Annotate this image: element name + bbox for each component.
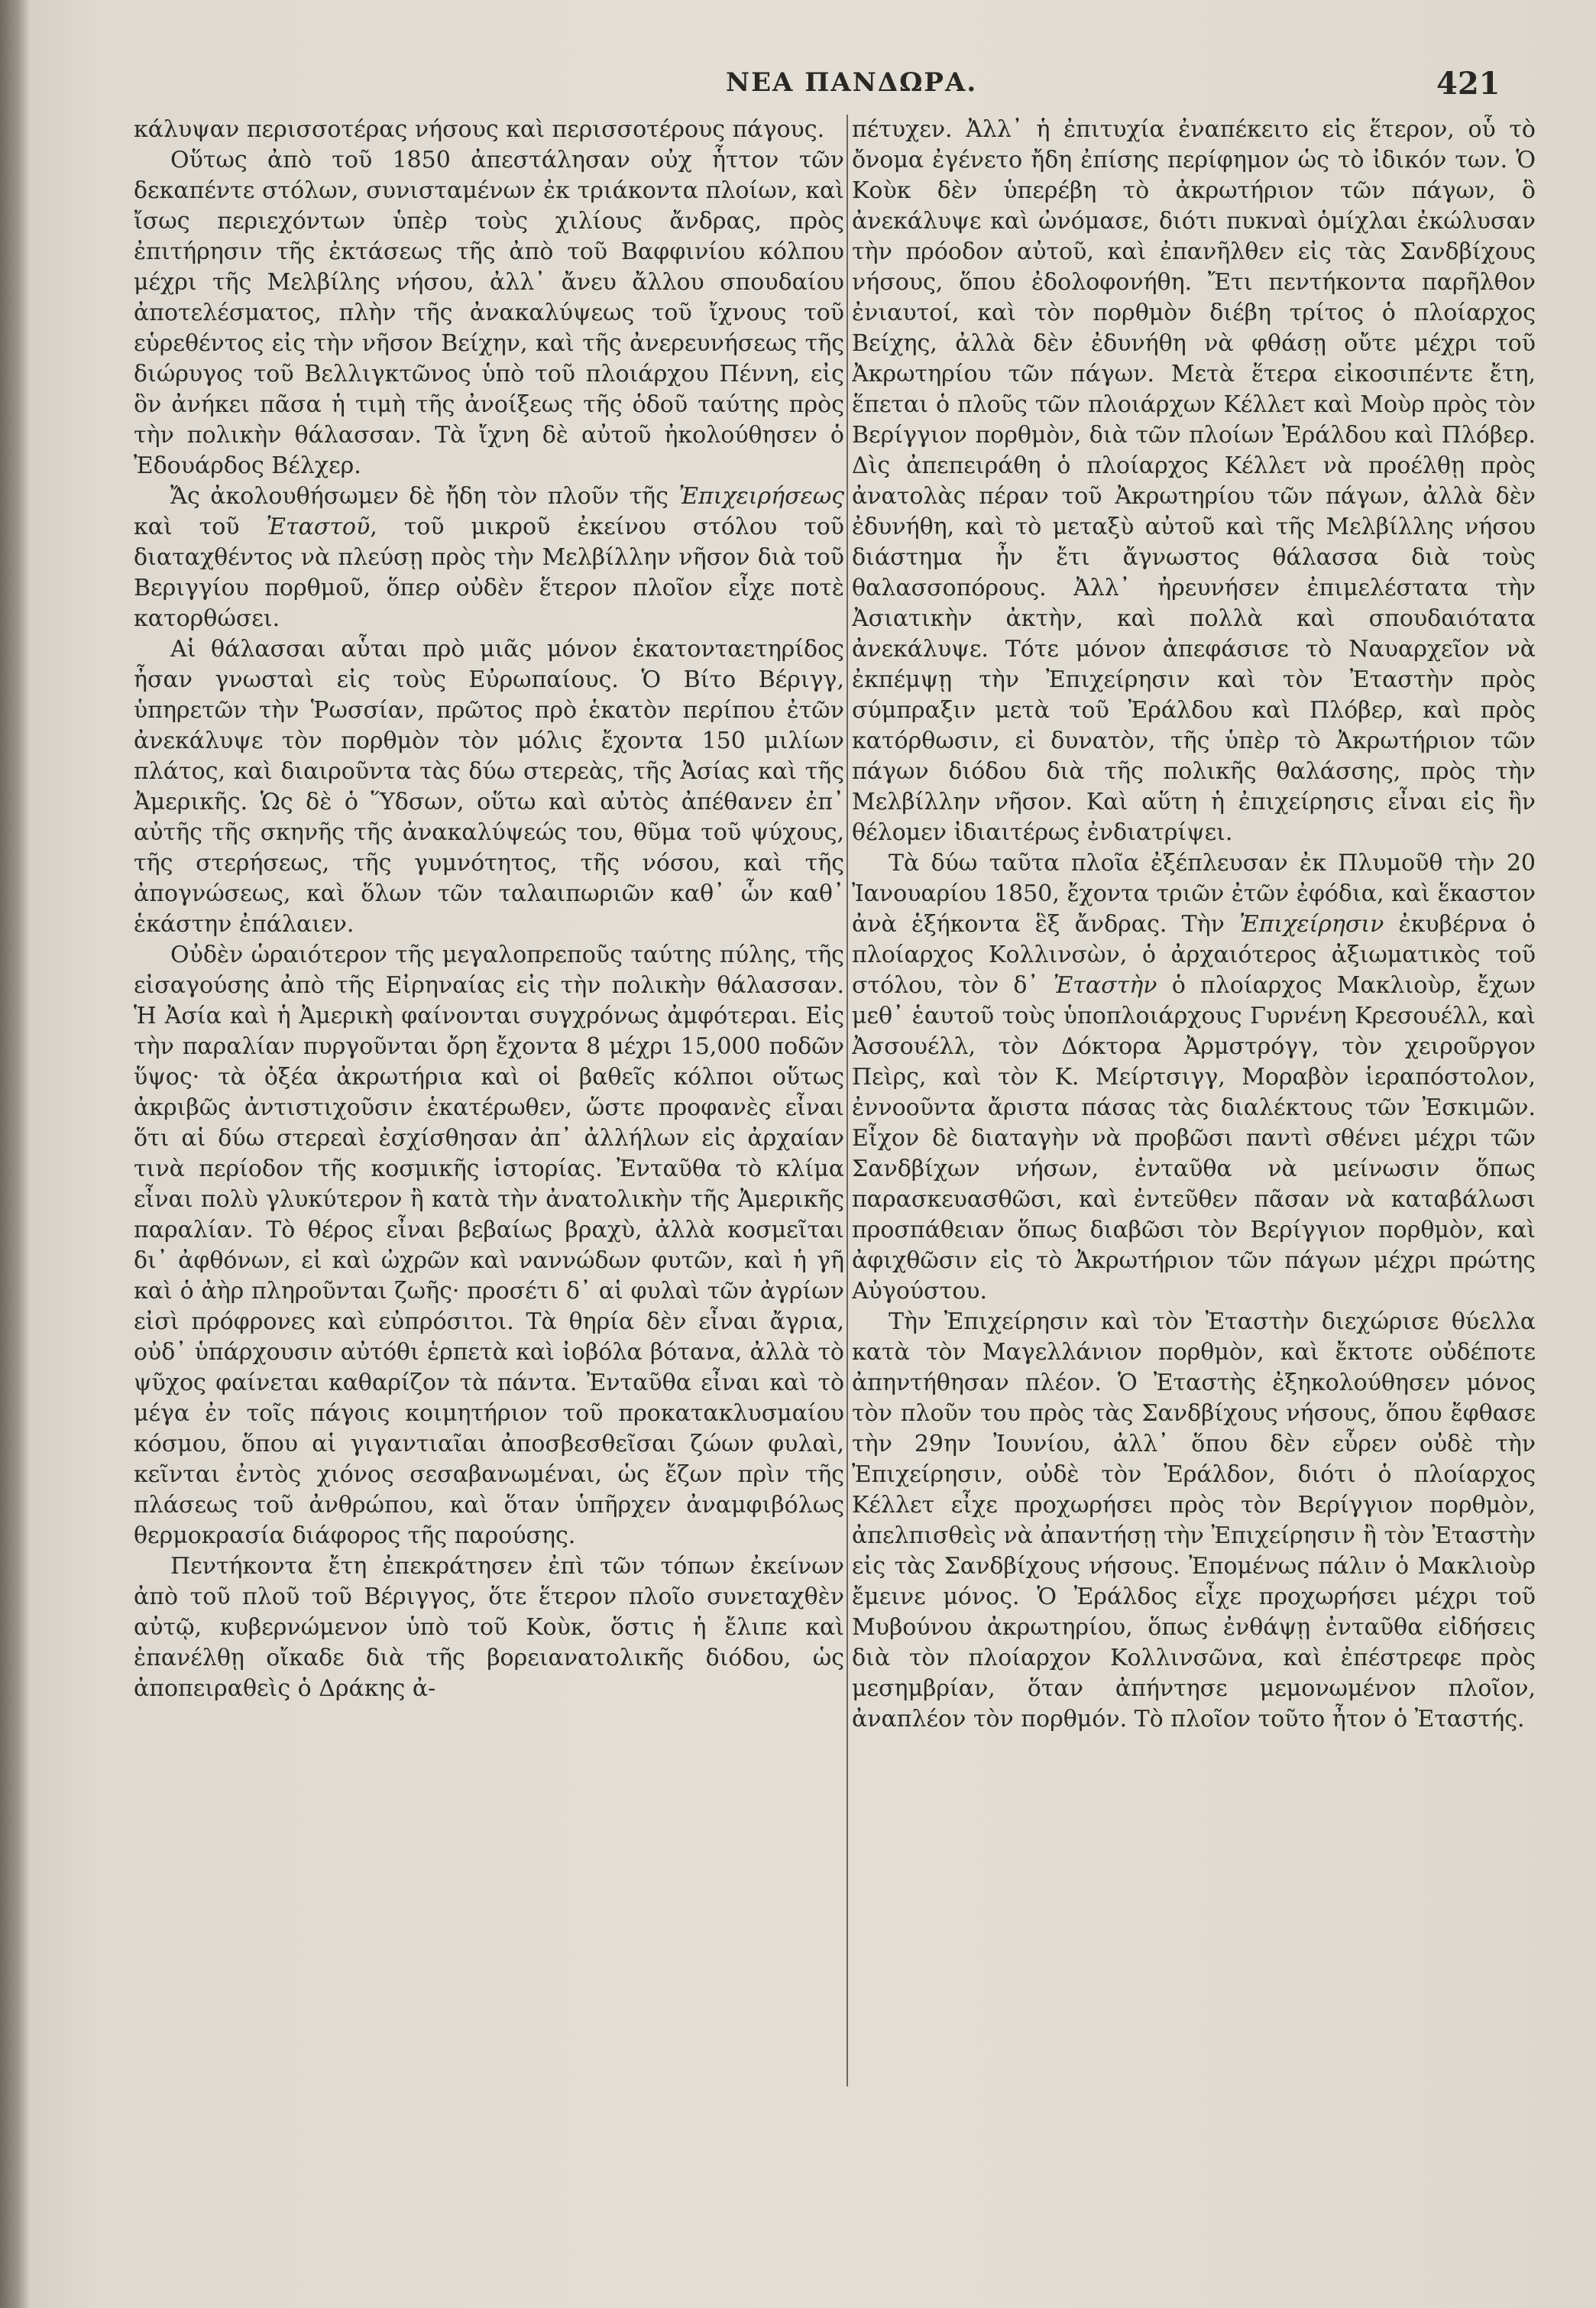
ship-name: Ἐταστοῦ [266,514,371,540]
page-number: 421 [1436,66,1500,102]
text-run: καὶ τοῦ [134,514,267,540]
paragraph: Πεντήκοντα ἔτη ἐπεκράτησεν ἐπὶ τῶν τόπων ἐκείνων ἀπὸ τοῦ πλοῦ τοῦ Βέριγγος, ὅτε ἕτερον πλοῖο συνεταχθὲν αὐτῷ, κυβερνώμενον ὑπὸ τοῦ Κοὺκ, ὅστις ἡ ἔλιπε καὶ ἐπανέλθῃ οἴκαδε διὰ τῆς βορειανατολικῆς διόδου, ὡς ἀποπειραθεὶς ὁ Δράκης ἀ- [134,1553,844,1702]
paragraph: Τὴν Ἐπιχείρησιν καὶ τὸν Ἐταστὴν διεχώρισε θύελλα κατὰ τὸν Μαγελλάνιον πορθμὸν, καὶ ἔκτοτε οὐδέποτε ἀπηντήθησαν πλέον. Ὁ Ἐταστὴς ἐξηκολούθησεν μόνος τὸν πλοῦν του πρὸς τὰς Σανδβίχους νήσους, ὅπου ἔφθασε τὴν 29ην Ἰουνίου, ἀλλ᾽ ὅπου δὲν εὗρεν οὐδὲ τὴν Ἐπιχείρησιν, οὐδὲ τὸν Ἐράλδον, διότι ὁ πλοίαρχος Κέλλετ εἶχε προχωρήσει πρὸς τὸν Βερίγγιον πορθμὸν, ἀπελπισθεὶς νὰ ἀπαντήσῃ τὴν Ἐπιχείρησιν ἢ τὸν Ἐταστὴν εἰς τὰς Σανδβίχους νήσους. Ἐπομένως πάλιν ὁ Μακλιοὺρ ἔμεινε μόνος. Ὁ Ἐράλδος εἶχε προχωρήσει μέχρι τοῦ Μυβούνου ἀκρωτηρίου, ὅπως ἐνθάψῃ ἐνταῦθα εἰδήσεις διὰ τὸν πλοίαρχον Κολλινσῶνα, καὶ ἐπέστρεφε πρὸς μεσημβρίαν, ὅταν ἀπήντησε μεμονωμένον πλοῖον, ἀναπλέον τὸν πορθμόν. Τὸ πλοῖον τοῦτο ἦτον ὁ Ἐταστής. [852,1308,1536,1733]
right-column [852,115,1536,2193]
paragraph [134,481,844,634]
running-head-title: ΝΕΑ ΠΑΝΔΩΡΑ. [726,67,978,98]
paragraph: πέτυχεν. Ἀλλ᾽ ἡ ἐπιτυχία ἐναπέκειτο εἰς ἕτερον, οὗ τὸ ὄνομα ἐγένετο ἤδη ἐπίσης περίφημον ὡς τὸ ἰδικόν των. Ὁ Κοὺκ δὲν ὑπερέβη τὸ ἀκρωτήριον τῶν πάγων, ὃ ἀνεκάλυψε καὶ ὠνόμασε, διότι πυκναὶ ὁμίχλαι ἐκώλυσαν τὴν πρόοδον αὐτοῦ, καὶ ἐπανῆλθεν εἰς τὰς Σανδβίχους νήσους, ὅπου ἐδολοφονήθη. Ἔτι πεντήκοντα παρῆλθον ἐνιαυτοί, καὶ τὸν πορθμὸν διέβη τρίτος ὁ πλοίαρχος Βείχης, ἀλλὰ δὲν ἐδυνήθη νὰ φθάσῃ οὔτε μέχρι τοῦ Ἀκρωτηρίου τῶν πάγων. Μετὰ ἕτερα εἰκοσιπέντε ἔτη, ἕπεται ὁ πλοῦς τῶν πλοιάρχων Κέλλετ καὶ Μοὺρ πρὸς τὸν Βερίγγιον πορθμὸν, διὰ τῶν πλοίων Ἐράλδου καὶ Πλόβερ. Δὶς ἀπεπειράθη ὁ πλοίαρχος Κέλλετ νὰ προέλθῃ πρὸς ἀνατολὰς πέραν τοῦ Ἀκρωτηρίου τῶν πάγων, ἀλλὰ δὲν ἐδυνήθη, καὶ τὸ μεταξὺ αὐτοῦ καὶ τῆς Μελβίλλης νήσου διάστημα ἦν ἔτι ἄγνωστος θάλασσα διὰ τοὺς θαλασσοπόρους. Ἀλλ᾽ ἠρευνήσεν ἐπιμελέστατα τὴν Ἀσιατικὴν ἀκτὴν, καὶ πολλὰ καὶ σπουδαιότατα ἀνεκάλυψε. Τότε μόνον ἀπεφάσισε τὸ Ναυαρχεῖον νὰ ἐκπέμψῃ τὴν Ἐπιχείρησιν καὶ τὸν Ἐταστὴν πρὸς σύμπραξιν μετὰ τοῦ Ἐράλδου καὶ Πλόβερ, καὶ πρὸς κατόρθωσιν, εἰ δυνατὸν, τῆς ὑπὲρ τὸ Ἀκρωτήριον τῶν πάγων διόδου διὰ τῆς πολικῆς θαλάσσης, πρὸς τὴν Μελβίλλην νῆσον. Καὶ αὕτη ἡ ἐπιχείρησις εἶναι εἰς ἣν θέλομεν ἰδιαιτέρως ἐνδιατρίψει. [852,116,1536,846]
paragraph [852,848,1536,1307]
paragraph: Οὐδὲν ὡραιότερον τῆς μεγαλοπρεποῦς ταύτης πύλης, τῆς εἰσαγούσης ἀπὸ τῆς Εἰρηναίας εἰς τὴν πολικὴν θάλασσαν. Ἡ Ἀσία καὶ ἡ Ἀμερικὴ φαίνονται συγχρόνως ἀμφότεραι. Εἰς τὴν παραλίαν πυργοῦνται ὄρη ἔχοντα 8 μέχρι 15,000 ποδῶν ὕψος· τὰ ὀξέα ἀκρωτήρια καὶ οἱ βαθεῖς κόλποι οὕτως ἀκριβῶς ἀντιστιχοῦσιν ἑκατέρωθεν, ὥστε προφανὲς εἶναι ὅτι αἱ δύω στερεαὶ ἐσχίσθησαν ἀπ᾽ ἀλλήλων εἰς ἀρχαίαν τινὰ περίοδον τῆς κοσμικῆς ἱστορίας. Ἐνταῦθα τὸ κλίμα εἶναι πολὺ γλυκύτερον ἢ κατὰ τὴν ἀνατολικὴν τῆς Ἀμερικῆς παραλίαν. Τὸ θέρος εἶναι βεβαίως βραχὺ, ἀλλὰ κοσμεῖται δι᾽ ἀφθόνων, εἰ καὶ ὠχρῶν καὶ ναννώδων φυτῶν, καὶ ἡ γῆ καὶ ὁ ἀὴρ πληροῦνται ζωῆς· προσέτι δ᾽ αἱ φυλαὶ τῶν ἀγρίων εἰσὶ πρόφρονες καὶ εὐπρόσιτοι. Τὰ θηρία δὲν εἶναι ἄγρια, οὐδ᾽ ὑπάρχουσιν αὐτόθι ἑρπετὰ καὶ ἰοβόλα βότανα, ἀλλὰ τὸ ψῦχος φαίνεται καθαρίζον τὰ πάντα. Ἐνταῦθα εἶναι καὶ τὸ μέγα ἐν τοῖς πάγοις κοιμητήριον τοῦ προκατακλυσμαίου κόσμου, ὅπου αἱ γιγαντιαῖαι ἀποσβεσθεῖσαι ζώων φυλαὶ, κεῖνται ἐντὸς χιόνος σεσαβανωμέναι, ὡς ἔζων πρὶν τῆς πλάσεως τοῦ ἀνθρώπου, καὶ ὅταν ὑπῆρχεν ἀναμφιβόλως θερμοκρασία διάφορος τῆς παρούσης. [134,942,844,1549]
ship-name: Ἐταστὴν [1053,972,1157,999]
ship-name: Ἐπιχειρήσεως [678,483,844,510]
ship-name: Ἐπιχείρησιν [1239,911,1384,938]
column-rule [847,115,848,2086]
text-run: Ἄς ἀκολουθήσωμεν δὲ ἤδη τὸν πλοῦν τῆς [170,483,679,510]
text-run: Τὰ δύω ταῦτα πλοῖα ἐξέπλευσαν ἐκ Πλυμοῦθ τὴν 20 Ἰανουαρίου 1850, ἔχοντα τριῶν ἐτῶν ἐφόδια, καὶ ἕκαστον ἀνὰ ἑξήκοντα ἓξ ἄνδρας. Τὴν [852,850,1536,938]
paragraph: Αἱ θάλασσαι αὗται πρὸ μιᾶς μόνον ἑκατονταετηρίδος ἦσαν γνωσταὶ εἰς τοὺς Εὐρωπαίους. Ὁ Βίτο Βέριγγ, ὑπηρετῶν τὴν Ῥωσσίαν, πρῶτος πρὸ ἑκατὸν περίπου ἐτῶν ἀνεκάλυψε τὸν πορθμὸν τὸν μόλις ἔχοντα 150 μιλίων πλάτος, καὶ διαιροῦντα τὰς δύω στερεὰς, τῆς Ἀσίας καὶ τῆς Ἀμερικῆς. Ὡς δὲ ὁ Ὕδσων, οὕτω καὶ αὐτὸς ἀπέθανεν ἐπ᾽ αὐτῆς τῆς σκηνῆς τῆς ἀνακαλύψεώς του, θῦμα τοῦ ψύχους, τῆς στερήσεως, τῆς γυμνότητος, τῆς νόσου, καὶ τῆς ἀπογνώσεως, καὶ ὅλων τῶν ταλαιπωριῶν καθ᾽ ὧν καθ᾽ ἑκάστην ἐπάλαιεν. [134,636,844,938]
book-spine-shadow [0,0,29,2308]
text-run: ἐκυβέρνα ὁ πλοίαρχος Κολλινσὼν, ὁ ἀρχαιότερος ἀξιωματικὸς τοῦ στόλου, τὸν δ᾽ [852,911,1536,999]
paragraph: Οὕτως ἀπὸ τοῦ 1850 ἀπεστάλησαν οὐχ ἧττον τῶν δεκαπέντε στόλων, συνισταμένων ἐκ τριάκοντα πλοίων, καὶ ἴσως περιεχόντων ὑπὲρ τοὺς χιλίους ἄνδρας, πρὸς ἐπιτήρησιν τῆς ἐκτάσεως τῆς ἀπὸ τοῦ Βαφφινίου κόλπου μέχρι τῆς Μελβίλης νήσου, ἀλλ᾽ ἄνευ ἄλλου σπουδαίου ἀποτελέσματος, πλὴν τῆς ἀνακαλύψεως τοῦ ἴχνους τοῦ εὑρεθέντος εἰς τὴν νῆσον Βείχην, καὶ τῆς ἀνερευνήσεως τῆς διώρυγος τοῦ Βελλιγκτῶνος ὑπὸ τοῦ πλοιάρχου Πέννη, εἰς ὃν ἀνήκει πᾶσα ἡ τιμὴ τῆς ἀνοίξεως τῆς ὁδοῦ ταύτης πρὸς τὴν πολικὴν θάλασσαν. Τὰ ἴχνη δὲ αὐτοῦ ἠκολούθησεν ὁ Ἐδουάρδος Βέλχερ. [134,147,844,479]
paragraph: κάλυψαν περισσοτέρας νήσους καὶ περισσοτέρους πάγους. [134,116,825,143]
text-run: ὁ πλοίαρχος Μακλιοὺρ, ἔχων μεθ᾽ ἑαυτοῦ τοὺς ὑποπλοιάρχους Γυρνένη Κρεσουέλλ, καὶ Ἀσσουέλλ, τὸν Δόκτορα Ἀρμστρόγγ, τὸν χειροῦργον Πεὶρς, καὶ τὸν Κ. Μείρτσιγγ, Μοραβὸν ἱεραπόστολον, ἐννοοῦντα ἄριστα πάσας τὰς διαλέκτους τῶν Ἐσκιμῶν. Εἶχον δὲ διαταγὴν νὰ προβῶσι παντὶ σθένει μέχρι τῶν Σανδβίχων νήσων, ἐνταῦθα νὰ μείνωσιν ὅπως παρασκευασθῶσι, καὶ ἐντεῦθεν πᾶσαν νὰ καταβάλωσι προσπάθειαν ὅπως διαβῶσι τὸν Βερίγγιον πορθμὸν, καὶ ἀφιχθῶσιν εἰς τὸ Ἀκρωτήριον τῶν πάγων μέχρι πρώτης Αὐγούστου. [852,972,1536,1305]
text-run: , τοῦ μικροῦ ἐκείνου στόλου τοῦ διαταχθέντος νὰ πλεύσῃ πρὸς τὴν Μελβίλλην νῆσον διὰ τοῦ Βεριγγίου πορθμοῦ, ὅπερ οὐδὲν ἕτερον πλοῖον εἶχε ποτὲ κατορθώσει. [134,514,844,632]
left-column [134,115,844,2193]
